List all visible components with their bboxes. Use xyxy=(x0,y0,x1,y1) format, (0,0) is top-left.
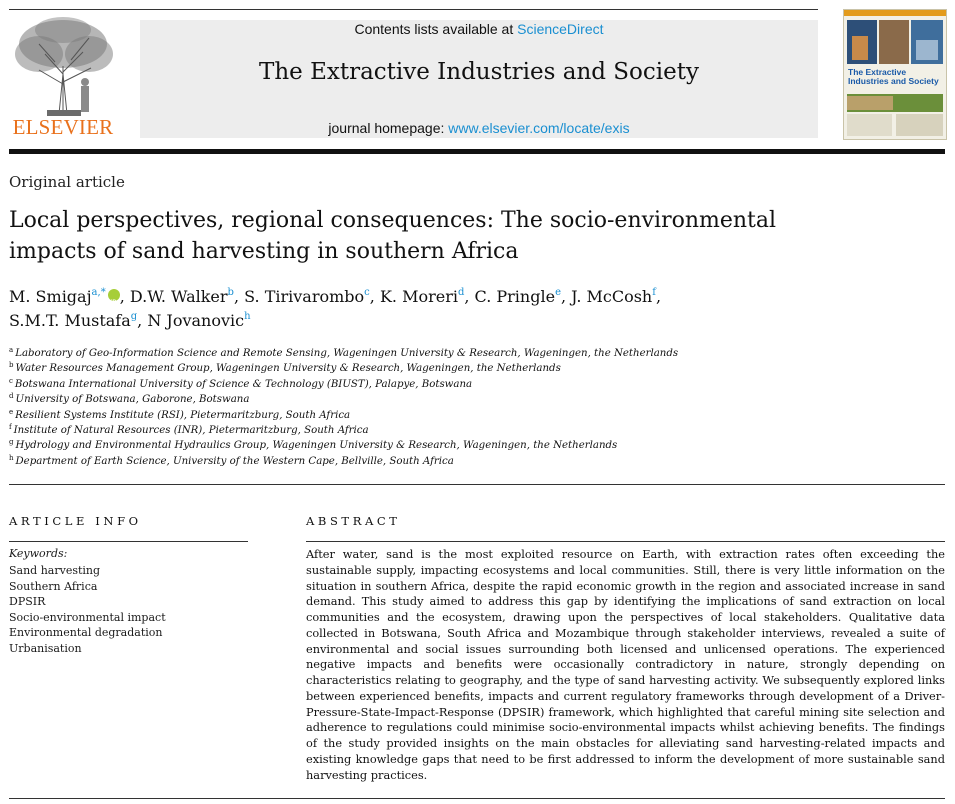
keyword-item: Environmental degradation xyxy=(9,626,163,640)
elsevier-wordmark: ELSEVIER xyxy=(12,115,114,139)
homepage-prefix: journal homepage: xyxy=(328,120,449,136)
keyword-list xyxy=(9,563,166,657)
affiliation-label: f xyxy=(9,423,12,432)
affiliation-label: e xyxy=(9,407,14,416)
affiliation-text: University of Botswana, Gaborone, Botswana xyxy=(15,394,250,406)
author-affiliation-marker[interactable]: g xyxy=(130,311,138,322)
affiliation-label: a xyxy=(9,346,14,354)
affiliation-item xyxy=(9,438,909,453)
affiliation-item xyxy=(9,361,909,376)
journal-masthead xyxy=(140,20,818,138)
author[interactable] xyxy=(475,287,561,306)
author-separator: , xyxy=(655,287,662,306)
affiliation-text: Laboratory of Geo-Information Science and Remote Sensing, Wageningen University & Research, Wageningen, the Netherlands xyxy=(15,348,679,359)
article-info-rule xyxy=(9,541,248,542)
author-name: N Jovanovic xyxy=(147,311,245,330)
affiliation-label: h xyxy=(9,453,14,462)
article-info-heading: ARTICLE INFO xyxy=(9,514,142,528)
author-name: K. Moreri xyxy=(379,287,458,306)
author-affiliation-marker[interactable]: d xyxy=(457,287,465,298)
author[interactable] xyxy=(380,287,464,306)
affiliation-text: Department of Earth Science, University of the Western Cape, Bellville, South Africa xyxy=(15,455,454,467)
keyword-item: Urbanisation xyxy=(9,641,82,655)
author-separator: , xyxy=(119,287,130,306)
author[interactable] xyxy=(130,287,234,306)
orcid-icon[interactable] xyxy=(108,289,120,301)
journal-title: The Extractive Industries and Society xyxy=(259,59,699,85)
elsevier-logo[interactable] xyxy=(9,14,117,140)
article-type: Original article xyxy=(9,173,125,191)
affiliation-item xyxy=(9,392,909,407)
author[interactable] xyxy=(147,311,250,330)
affiliation-item xyxy=(9,346,909,361)
author-affiliation-marker[interactable]: f xyxy=(652,287,656,298)
author-separator: , xyxy=(369,287,380,306)
affiliation-label: b xyxy=(9,361,14,370)
cover-title: The Extractive Industries and Society xyxy=(848,67,939,86)
affiliation-item xyxy=(9,454,909,469)
contents-line xyxy=(140,21,818,37)
section-divider xyxy=(9,484,945,485)
author-name: C. Pringle xyxy=(474,287,556,306)
author-name: S. Tirivarombo xyxy=(244,287,365,306)
author-name: S.M.T. Mustafa xyxy=(9,311,131,330)
tree-logo-icon xyxy=(9,14,117,118)
affiliation-text: Botswana International University of Science & Technology (BIUST), Palapye, Botswana xyxy=(14,378,473,390)
keyword-item: Sand harvesting xyxy=(9,564,101,577)
author-affiliation-marker[interactable]: h xyxy=(244,311,251,322)
journal-homepage-link[interactable]: www.elsevier.com/locate/exis xyxy=(448,120,630,136)
author-list xyxy=(9,285,909,333)
homepage-line xyxy=(140,120,818,136)
affiliation-text: Hydrology and Environmental Hydraulics Group, Wageningen University & Research, Wageningen, the Netherlands xyxy=(15,440,618,452)
affiliation-label: g xyxy=(9,438,14,447)
author[interactable] xyxy=(244,287,370,306)
sciencedirect-link[interactable]: ScienceDirect xyxy=(517,21,604,37)
top-rule xyxy=(9,9,818,10)
author-affiliation-marker[interactable]: e xyxy=(555,287,561,298)
header-divider xyxy=(9,149,945,154)
abstract-heading: ABSTRACT xyxy=(306,514,401,528)
keyword-item: Southern Africa xyxy=(9,579,98,593)
affiliation-text: Resilient Systems Institute (RSI), Pietermaritzburg, South Africa xyxy=(15,409,351,421)
author-separator: , xyxy=(464,287,475,306)
affiliation-item xyxy=(9,408,909,423)
bottom-rule xyxy=(9,798,945,799)
affiliation-item xyxy=(9,423,909,438)
affiliation-text: Water Resources Management Group, Wageningen University & Research, Wageningen, the Netherlands xyxy=(15,363,561,375)
keywords-label: Keywords: xyxy=(9,547,68,560)
author-affiliation-marker[interactable]: a,* xyxy=(91,287,106,298)
affiliation-label: c xyxy=(9,376,13,385)
author-separator: , xyxy=(137,311,148,330)
author-name: J. McCosh xyxy=(571,287,653,306)
author-name: M. Smigaj xyxy=(9,287,92,306)
abstract-rule xyxy=(306,541,945,542)
keyword-item: DPSIR xyxy=(9,595,46,609)
keyword-item: Socio-environmental impact xyxy=(9,610,166,624)
author-affiliation-marker[interactable]: c xyxy=(364,287,370,298)
author-affiliation-marker[interactable]: b xyxy=(227,287,234,298)
article-title: Local perspectives, regional consequences: The socio-environmental impacts of sand harvesting in southern Africa xyxy=(9,208,777,264)
affiliation-text: Institute of Natural Resources (INR), Pietermaritzburg, South Africa xyxy=(13,425,369,437)
abstract-text: After water, sand is the most exploited resource on Earth, with extraction rates often exceeding the sustainable supply, impacting ecosystems and local communities. Still, there is very little information on the situation in southern Africa, despite the rapid economic growth in the region and associated increase in sand demand. This study aimed to address this gap by identifying the implications of sand extraction on local communities and the ecosystem, drawing upon the perspectives of local stakeholders. Qualitative data collected in Botswana, South Africa and Mozambique through stakeholder interviews, revealed a suite of environmental and social issues surrounding both licensed and unlicensed operations. The experienced negative impacts and benefits were occasionally contradictory in nature, strongly depending on characteristics relating to geography, and the type of sand harvesting activity. We subsequently explored links between experienced benefits, impacts and current regulatory frameworks through development of a Driver-Pressure-State-Impact-Response (DPSIR) framework, which highlighted that careful mining site selection and adherence to regulations could minimise socio-environmental impacts whilst achieving benefits. The findings of the study provided insights on the main obstacles for alleviating sand harvesting-related impacts and existing knowledge gaps that need to be first addressed to inform the development of more sustainable sand harvesting practices. xyxy=(306,547,945,782)
author-name: D.W. Walker xyxy=(129,287,228,306)
author-separator: , xyxy=(233,287,245,306)
author[interactable] xyxy=(9,287,120,306)
affiliation-item xyxy=(9,377,909,392)
author[interactable] xyxy=(571,287,656,306)
author-separator: , xyxy=(560,287,572,306)
contents-prefix: Contents lists available at xyxy=(354,21,518,37)
affiliation-list xyxy=(9,346,909,469)
affiliation-label: d xyxy=(9,392,14,401)
journal-cover-image[interactable] xyxy=(843,9,947,140)
